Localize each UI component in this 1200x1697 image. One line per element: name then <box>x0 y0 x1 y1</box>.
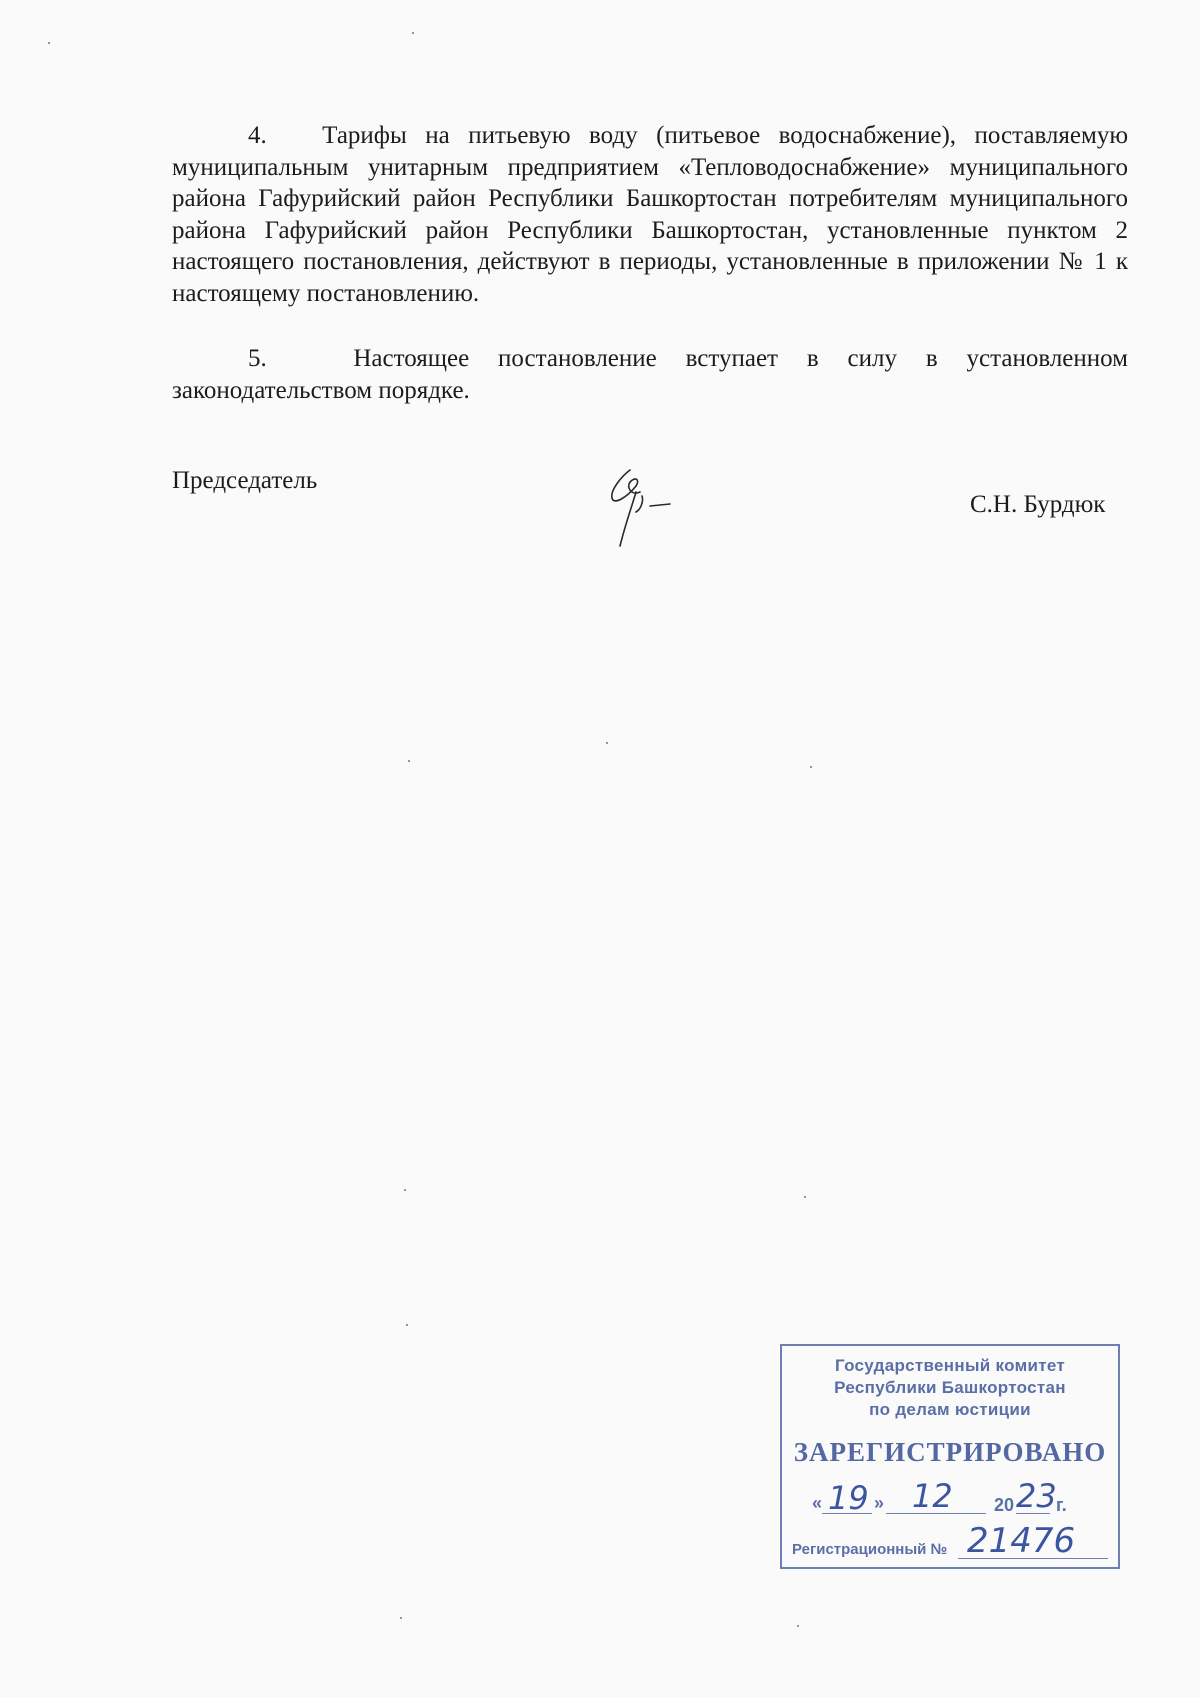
stamp-date <box>812 1477 1102 1517</box>
stamp-year-suffix: 23 <box>1016 1477 1057 1515</box>
stamp-line-1: Государственный комитет <box>834 1356 1065 1375</box>
scan-speck <box>606 742 608 744</box>
stamp-year-unit: г. <box>1056 1495 1067 1515</box>
handwritten-signature <box>600 462 680 552</box>
paragraph-5: 5. Настоящее постановление вступает в силу в установленном законодательством порядке. <box>172 345 1128 404</box>
paragraph-4: 4. Тарифы на питьевую воду (питьевое водоснабжение), поставляемую муниципальным унитарным предприятием «Тепловодоснабжение» муниципального района Гафурийский район Республики Башкортостан потребителям муниципального района Гафурийский район Республики Башкортостан, установленные пунктом 2 настоящего постановления, действуют в периоды, установленные в приложении № 1 к настоящему постановлению. <box>172 122 1128 307</box>
stamp-day: 19 <box>828 1479 869 1517</box>
scan-speck <box>797 1625 799 1627</box>
open-quote: « <box>812 1493 823 1513</box>
stamp-status: ЗАРЕГИСТРИРОВАНО <box>793 1437 1107 1467</box>
scan-speck <box>412 32 414 34</box>
stamp-year-prefix: 20 <box>994 1495 1015 1515</box>
stamp-month: 12 <box>912 1477 953 1515</box>
stamp-line-2: Республики Башкортостан <box>834 1378 1066 1397</box>
scan-speck <box>404 1189 406 1191</box>
stamp-reg-number: 21476 <box>967 1521 1076 1561</box>
scan-speck <box>804 1196 806 1198</box>
stamp-reg-label: Регистрационный № <box>792 1541 948 1558</box>
stamp-line-3: по делам юстиции <box>869 1400 1031 1419</box>
registration-stamp <box>780 1344 1120 1569</box>
close-quote: » <box>874 1493 885 1513</box>
scan-speck <box>810 766 812 768</box>
scan-speck <box>406 1324 408 1326</box>
signatory-name: С.Н. Бурдюк <box>970 491 1106 518</box>
scan-speck <box>400 1617 402 1619</box>
signatory-position: Председатель <box>172 467 318 494</box>
scan-speck <box>48 42 50 44</box>
stamp-registration <box>792 1521 1110 1561</box>
scan-speck <box>408 760 410 762</box>
